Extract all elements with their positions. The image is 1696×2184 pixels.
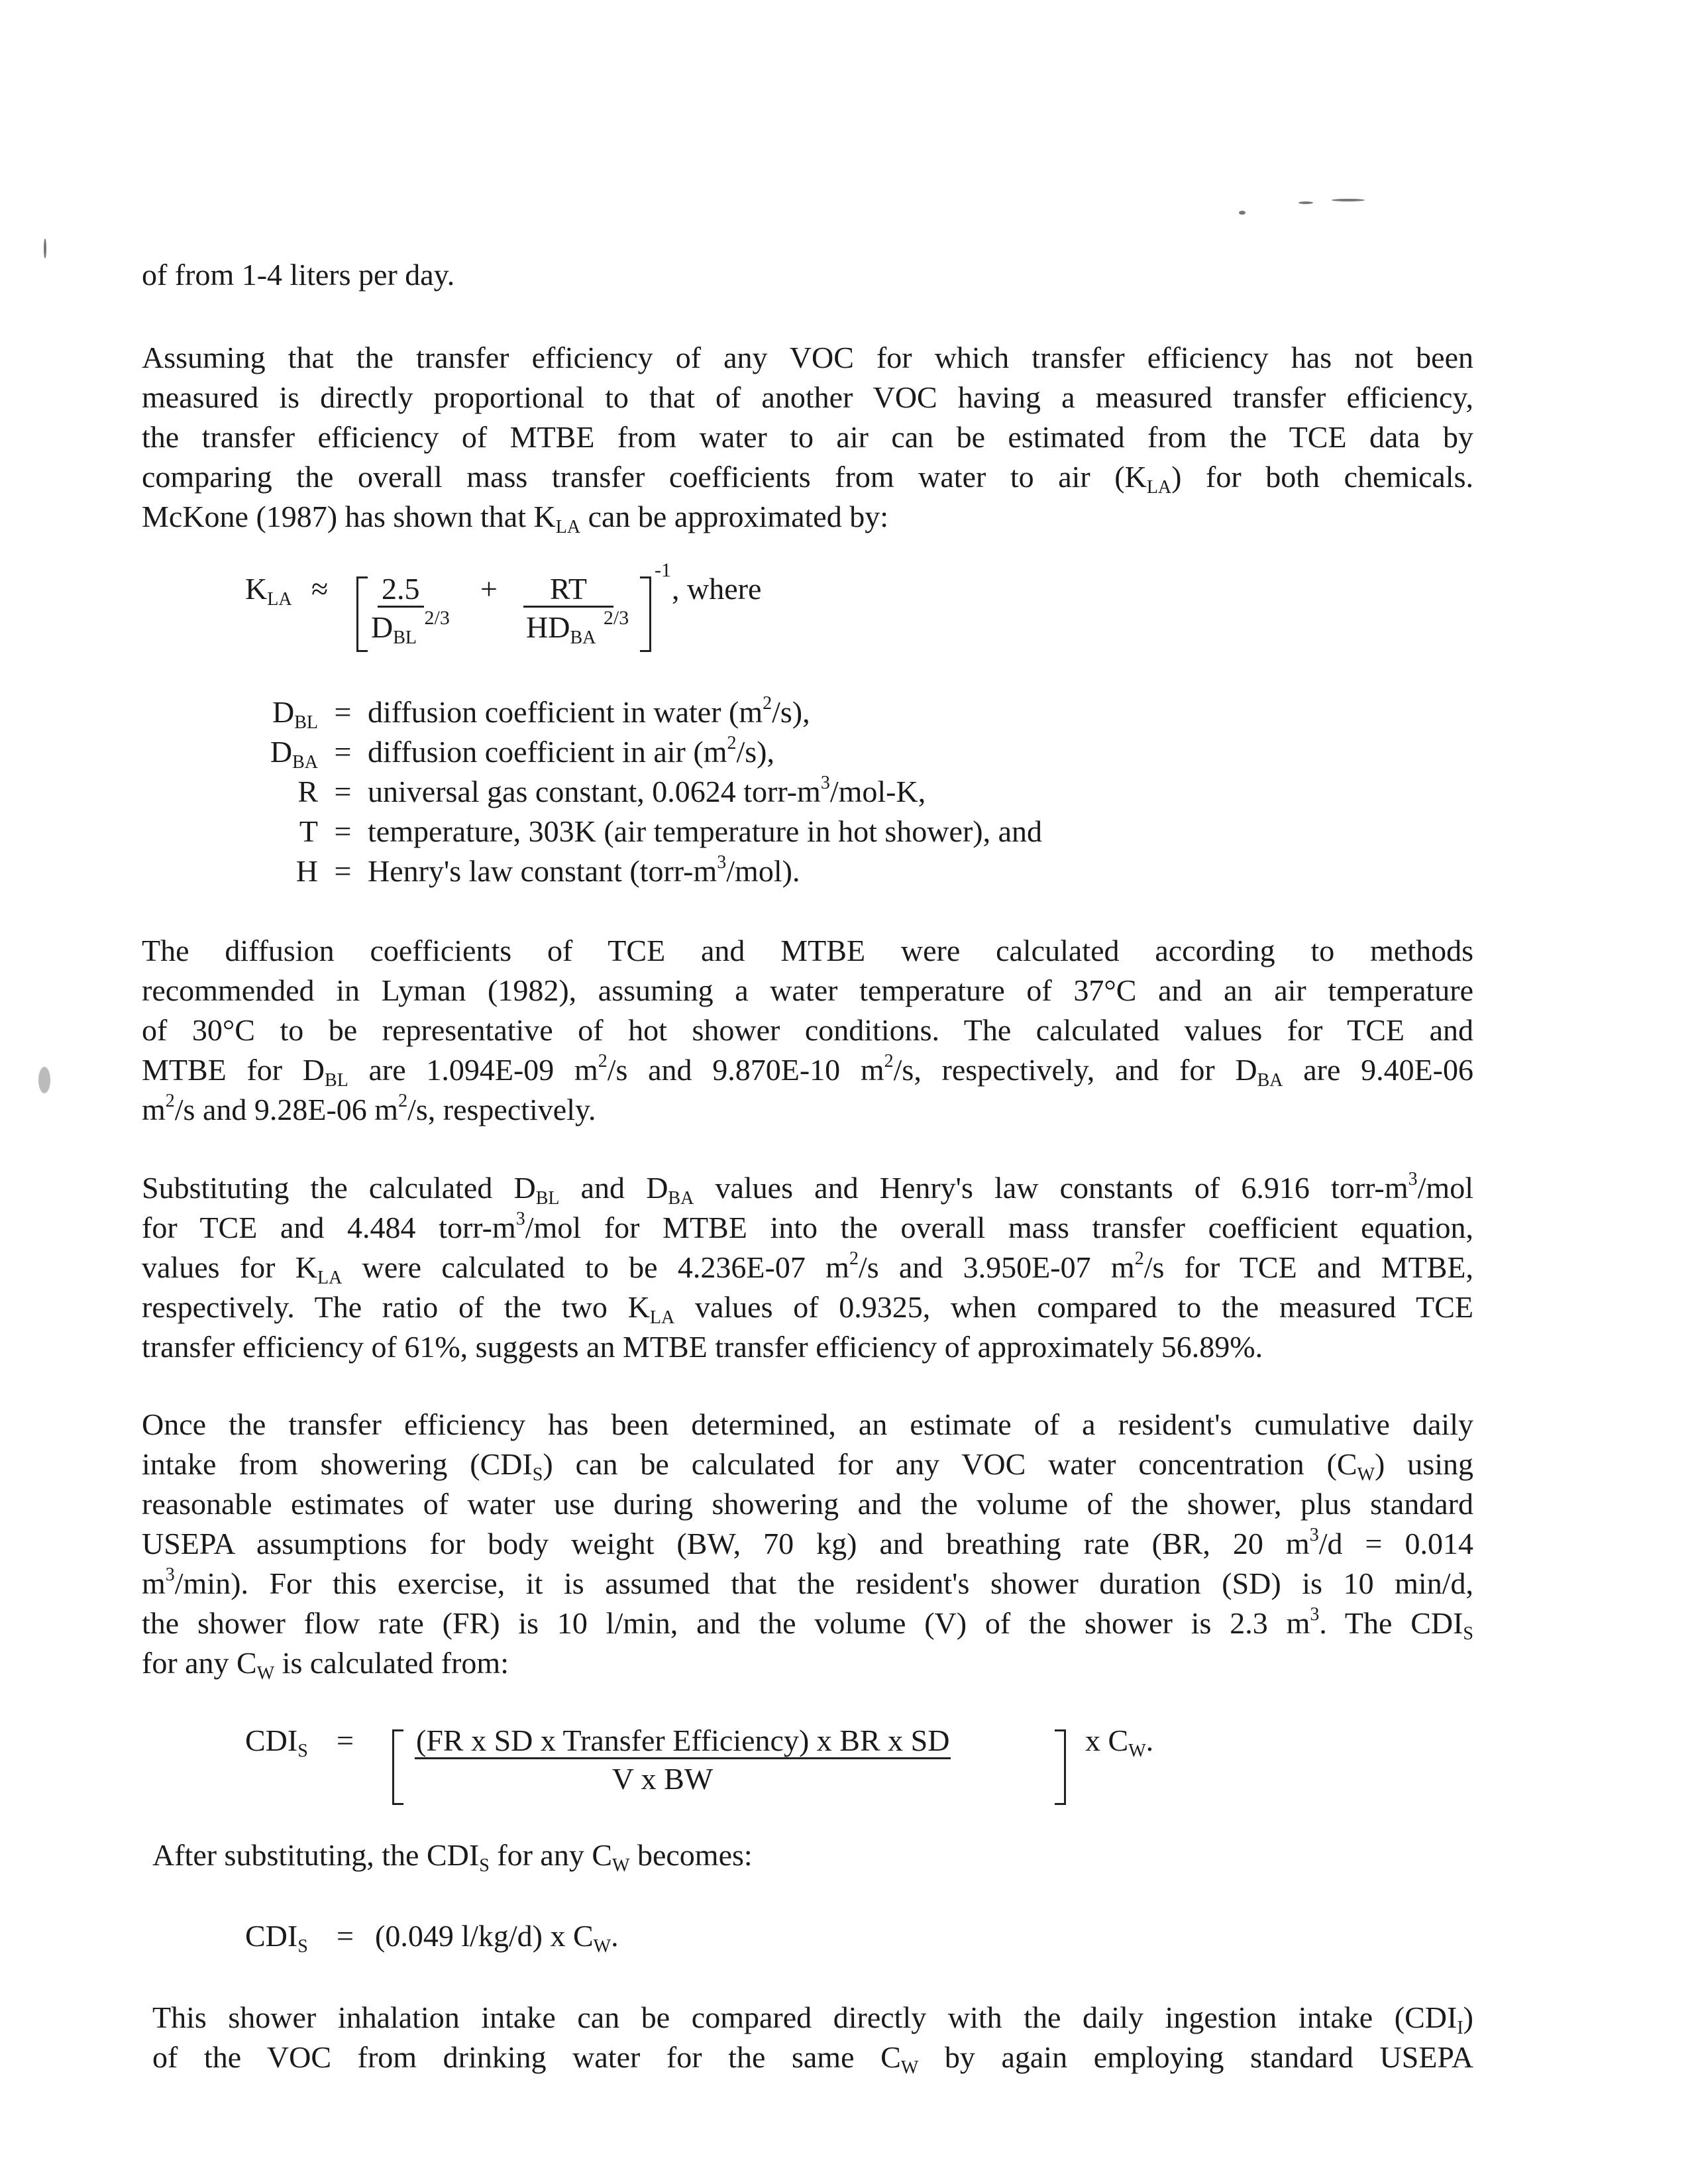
right-bracket: [1055, 1729, 1066, 1805]
left-bracket: [356, 576, 368, 652]
paragraph-intro-line: of from 1-4 liters per day.: [142, 258, 455, 292]
scan-speck: [1298, 201, 1313, 204]
approx-sign: ≈: [311, 572, 329, 606]
equation-lhs: $CDI_S$: [245, 1919, 308, 1957]
paragraph-transfer-efficiency: [142, 338, 1473, 537]
text-line: respectively. The ratio of the two $K_{LA}$ values of 0.9325, when compared to the measured TCE: [142, 1290, 1473, 1328]
text-line: $m^3/\min$). For this exercise, it is assumed that the resident's shower duration (SD) is 10 min/d,: [142, 1564, 1473, 1600]
fraction-1-denominator: $D_{BL}$ $^{2/3}$: [371, 607, 450, 648]
text-line: Once the transfer efficiency has been determined, an estimate of a resident's cumulative daily: [142, 1407, 1473, 1441]
text-line: measured is directly proportional to that of another VOC having a measured transfer efficiency,: [142, 380, 1473, 414]
text-line: intake from showering $(CDI_S)$ can be calculated for any VOC water concentration $(C_W)$ using: [142, 1447, 1473, 1485]
text-line: of 30°C to be representative of hot shower conditions. The calculated values for TCE and: [142, 1013, 1473, 1047]
scan-speck: [1239, 211, 1246, 215]
paragraph-kla-values: [142, 1168, 1473, 1367]
scan-speck: [44, 239, 46, 258]
equation-lhs: $CDI_S$: [245, 1723, 308, 1761]
text-line: $m^2/s$ and 9.28E-06 $m^2/s$, respectively.: [142, 1091, 596, 1126]
fraction-numerator: (FR x SD x Transfer Efficiency) x BR x SD: [415, 1723, 951, 1758]
text-line: values for $K_{LA}$ were calculated to be 4.236E-07 $m^2/s$ and 3.950E-07 $m^2/s$ for TCE and MTBE,: [142, 1248, 1474, 1288]
text-line: This shower inhalation intake can be compared directly with the daily ingestion intake $(CDI_I)$: [152, 2000, 1473, 2038]
scan-speck: [38, 1067, 50, 1093]
definition-dbl: $D_{BL}$ = diffusion coefficient in water $(m^2/s)$,: [272, 693, 810, 733]
definition-r: R = universal gas constant, 0.0624 torr-$m^3/mol-K$,: [297, 773, 926, 808]
exponent: -1: [655, 559, 671, 581]
scan-speck: [1332, 199, 1365, 201]
text-line: recommended in Lyman (1982), assuming a water temperature of 37°C and an air temperature: [142, 973, 1473, 1007]
equation-kla: [245, 559, 841, 657]
text-line: the shower flow rate (FR) is 10 l/min, and the volume (V) of the shower is 2.3 $m^3$. The $CDI_S$: [142, 1604, 1473, 1644]
equation-rhs: x $C_W$.: [1085, 1723, 1154, 1761]
equals-sign: =: [337, 1723, 354, 1757]
text-line: the transfer efficiency of MTBE from water to air can be estimated from the TCE data by: [142, 420, 1473, 454]
paragraph-after-substituting: [152, 1835, 1484, 1875]
where-text: , where: [672, 572, 762, 606]
text-line: comparing the overall mass transfer coefficients from water to air $(K_{LA})$ for both chemicals.: [142, 460, 1473, 498]
text-line: reasonable estimates of water use during showering and the volume of the shower, plus standard: [142, 1487, 1473, 1521]
text-line: The diffusion coefficients of TCE and MTBE were calculated according to methods: [142, 934, 1473, 967]
fraction-2-numerator: RT: [523, 571, 613, 606]
equation-cdis: [245, 1723, 1239, 1809]
equation-lhs: $K_{LA}$: [245, 572, 292, 610]
definition-h: H = Henry's law constant $(torr-m^3/mol)$.: [295, 852, 800, 888]
text-line: After substituting, the $CDI_S$ for any $C_W$ becomes:: [152, 1838, 753, 1876]
fraction-1-numerator: 2.5: [378, 571, 424, 606]
paragraph-cdi-showering: [142, 1405, 1473, 1683]
right-bracket: [640, 576, 651, 652]
text-line: of the VOC from drinking water for the same $C_W$ by again employing standard USEPA: [152, 2040, 1474, 2078]
text-line: for any $C_W$ is calculated from:: [142, 1646, 509, 1684]
text-line: Assuming that the transfer efficiency of any VOC for which transfer efficiency has not been: [142, 341, 1473, 374]
equals-sign: =: [337, 1919, 354, 1953]
text-line: for TCE and 4.484 torr-$m^3$/mol for MTBE into the overall mass transfer coefficient equation,: [142, 1209, 1473, 1244]
fraction-denominator: V x BW: [611, 1762, 714, 1796]
equation-rhs: (0.049 l/kg/d) x $C_W$.: [375, 1919, 619, 1957]
text-line: MTBE for $D_{BL}$ are 1.094E-09 $m^2/s$ and 9.870E-10 $m^2/s$, respectively, and for $D_{BA}$ are 9.40E-06: [142, 1051, 1473, 1091]
equation-cdis-result: [245, 1918, 841, 1965]
plus-sign: +: [480, 572, 498, 606]
paragraph-diffusion-coefficients: [142, 931, 1473, 1130]
paragraph-ingestion-comparison: [152, 1998, 1473, 2077]
text-line: USEPA assumptions for body weight (BW, 70 kg) and breathing rate (BR, 20 $m^3/d = 0.014$: [142, 1525, 1473, 1560]
text-line: McKone (1987) has shown that $K_{LA}$ can be approximated by:: [142, 500, 889, 537]
definition-t: T = temperature, 303K (air temperature in hot shower), and: [299, 814, 1042, 848]
definition-dba: $D_{BA}$ = diffusion coefficient in air $(m^2/s)$,: [270, 733, 774, 773]
text-line: Substituting the calculated $D_{BL}$ and $D_{BA}$ values and Henry's law constants of 6.916 torr-$m^3$/mol: [142, 1169, 1473, 1209]
text-line: transfer efficiency of 61%, suggests an MTBE transfer efficiency of approximately 56.89%.: [142, 1330, 1263, 1364]
fraction-2-denominator: $HD_{BA}$ $^{2/3}$: [526, 607, 629, 648]
